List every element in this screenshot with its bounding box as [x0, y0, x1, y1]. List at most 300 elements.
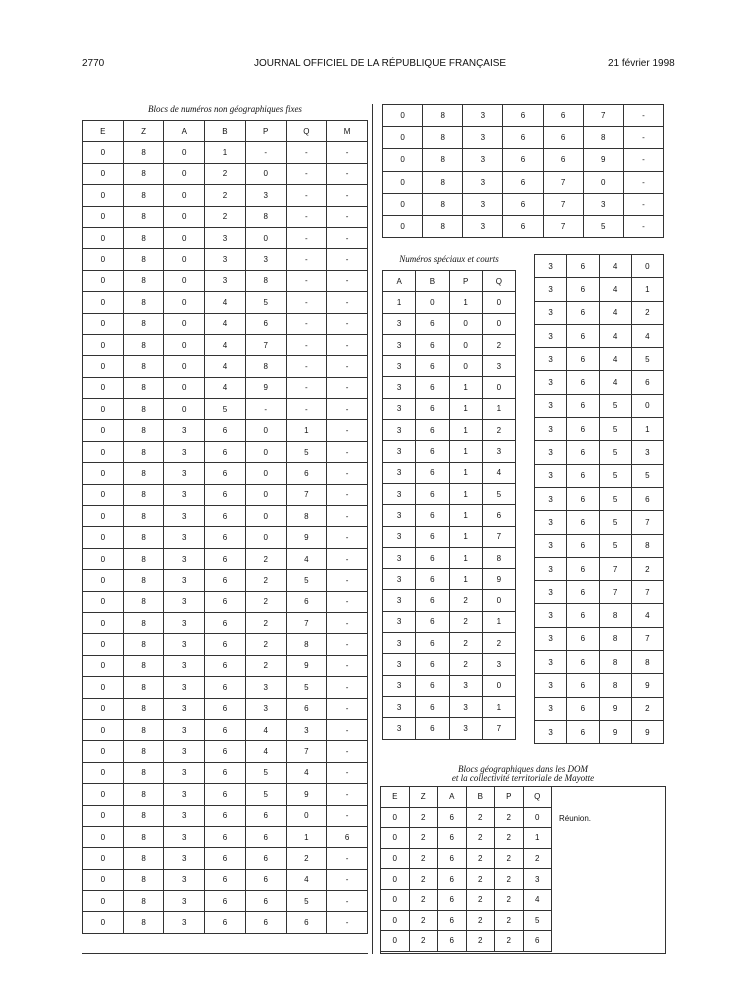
- table-cell: 6: [416, 611, 449, 632]
- table-cell: 2: [245, 655, 286, 676]
- table-cell: 3: [631, 441, 663, 464]
- table-cell: 4: [599, 371, 631, 394]
- table-row: [83, 206, 368, 227]
- table-cell: 1: [482, 611, 515, 632]
- table-cell: 8: [123, 869, 164, 890]
- table-row: [535, 324, 664, 347]
- table-cell: 6: [567, 557, 599, 580]
- table-cell: 6: [245, 869, 286, 890]
- table-cell: 3: [164, 612, 205, 633]
- table-cell: 3: [463, 215, 503, 237]
- table-cell: -: [327, 163, 368, 184]
- table-cell: 0: [164, 292, 205, 313]
- table-row: [381, 910, 552, 931]
- table-cell: 4: [205, 356, 246, 377]
- table-cell: 6: [567, 371, 599, 394]
- table-row: [83, 185, 368, 206]
- table-cell: -: [327, 185, 368, 206]
- table-cell: 8: [123, 163, 164, 184]
- column-header: A: [383, 271, 416, 292]
- table-row: [383, 334, 516, 355]
- table-cell: 1: [449, 505, 482, 526]
- table-cell: 3: [164, 655, 205, 676]
- table-cell: 8: [123, 463, 164, 484]
- table-cell: 3: [164, 826, 205, 847]
- table-cell: 8: [599, 674, 631, 697]
- table-cell: 7: [631, 581, 663, 604]
- table-cell: -: [327, 506, 368, 527]
- table-cell: 3: [383, 675, 416, 696]
- table-cell: 3: [164, 762, 205, 783]
- table-row: [383, 356, 516, 377]
- table-cell: 6: [416, 398, 449, 419]
- table-cell: 0: [83, 313, 124, 334]
- table-cell: 6: [503, 193, 543, 215]
- table-cell: 0: [245, 484, 286, 505]
- table-cell: -: [286, 377, 327, 398]
- table-cell: 8: [123, 677, 164, 698]
- table-cell: 6: [205, 506, 246, 527]
- table-cell: 6: [205, 463, 246, 484]
- table-cell: -: [327, 527, 368, 548]
- table-cell: 6: [205, 591, 246, 612]
- column-header: M: [327, 121, 368, 142]
- table-cell: 2: [286, 848, 327, 869]
- table-row: [83, 270, 368, 291]
- table-cell: 6: [567, 604, 599, 627]
- table-cell: 3: [463, 127, 503, 149]
- table-cell: 3: [164, 912, 205, 933]
- table-cell: 2: [466, 931, 495, 952]
- table-cell: -: [623, 127, 663, 149]
- table-cell: -: [623, 149, 663, 171]
- table-cell: 5: [599, 464, 631, 487]
- table-cell: 3: [383, 441, 416, 462]
- table-row: [83, 719, 368, 740]
- table-cell: 0: [245, 506, 286, 527]
- table-cell: 3: [383, 483, 416, 504]
- page-number: 2770: [82, 58, 105, 69]
- table-cell: 8: [123, 334, 164, 355]
- table-cell: 6: [567, 534, 599, 557]
- table-cell: 0: [83, 826, 124, 847]
- table-cell: 6: [567, 278, 599, 301]
- table-cell: 3: [449, 675, 482, 696]
- table-cell: -: [327, 399, 368, 420]
- table-cell: 4: [286, 869, 327, 890]
- table-row: [83, 399, 368, 420]
- table-row: [535, 418, 664, 441]
- dom-geographic-blocks-table: [380, 786, 552, 952]
- table-row: [535, 464, 664, 487]
- table-cell: 6: [567, 487, 599, 510]
- table-cell: -: [327, 805, 368, 826]
- table-cell: 4: [245, 719, 286, 740]
- table-cell: 3: [164, 741, 205, 762]
- table-row: [535, 301, 664, 324]
- table-cell: 8: [123, 655, 164, 676]
- table-cell: 8: [423, 215, 463, 237]
- table-cell: 0: [449, 313, 482, 334]
- table-row: [535, 394, 664, 417]
- table-cell: 6: [567, 394, 599, 417]
- table-cell: 3: [535, 674, 567, 697]
- table-row: [83, 634, 368, 655]
- table-cell: 6: [205, 912, 246, 933]
- table-cell: 5: [599, 441, 631, 464]
- table-cell: 5: [631, 348, 663, 371]
- table-row: [83, 655, 368, 676]
- table-cell: 3: [164, 484, 205, 505]
- table-cell: 3: [245, 249, 286, 270]
- table-cell: 1: [449, 483, 482, 504]
- table-cell: 0: [83, 805, 124, 826]
- table-cell: 6: [438, 848, 467, 869]
- table-cell: 3: [383, 547, 416, 568]
- column-header: B: [205, 121, 246, 142]
- table-cell: 3: [164, 570, 205, 591]
- table-cell: 6: [205, 441, 246, 462]
- table-cell: 6: [567, 581, 599, 604]
- table-cell: 0: [83, 527, 124, 548]
- table-cell: -: [286, 249, 327, 270]
- table-cell: 8: [123, 185, 164, 206]
- table-cell: 0: [583, 171, 623, 193]
- table-cell: 0: [83, 377, 124, 398]
- table-cell: 8: [123, 142, 164, 163]
- table-cell: 1: [449, 377, 482, 398]
- table-cell: 3: [164, 463, 205, 484]
- table-cell: 0: [383, 215, 423, 237]
- table-cell: 3: [535, 394, 567, 417]
- table-cell: 5: [599, 418, 631, 441]
- table-row: [381, 848, 552, 869]
- table-cell: 8: [599, 604, 631, 627]
- table-cell: 3: [164, 698, 205, 719]
- table-cell: 5: [245, 292, 286, 313]
- table-cell: 2: [205, 163, 246, 184]
- table-cell: 8: [123, 741, 164, 762]
- table-cell: 3: [383, 462, 416, 483]
- table-cell: 8: [245, 356, 286, 377]
- table-cell: 0: [164, 185, 205, 206]
- table-cell: 0: [245, 227, 286, 248]
- table-cell: -: [327, 206, 368, 227]
- table-cell: 6: [503, 149, 543, 171]
- table-row: [383, 611, 516, 632]
- table-cell: 4: [205, 292, 246, 313]
- table-cell: 8: [123, 356, 164, 377]
- table-cell: 6: [567, 511, 599, 534]
- table-cell: 6: [416, 633, 449, 654]
- table-cell: 1: [449, 292, 482, 313]
- table-cell: 2: [245, 591, 286, 612]
- table-cell: 0: [83, 227, 124, 248]
- table-cell: 3: [164, 420, 205, 441]
- table-cell: 6: [631, 371, 663, 394]
- table-cell: 0: [164, 313, 205, 334]
- table-cell: 8: [123, 206, 164, 227]
- table-cell: 0: [164, 142, 205, 163]
- column-header: Q: [482, 271, 515, 292]
- table-cell: 0: [381, 931, 410, 952]
- table-cell: 0: [83, 292, 124, 313]
- table-cell: 0: [164, 334, 205, 355]
- table-row: [383, 505, 516, 526]
- table-cell: 6: [631, 487, 663, 510]
- table-cell: 3: [245, 677, 286, 698]
- table-cell: 8: [123, 826, 164, 847]
- table-cell: 6: [503, 215, 543, 237]
- table-cell: 3: [482, 654, 515, 675]
- table-cell: 2: [409, 848, 438, 869]
- table-cell: 6: [205, 612, 246, 633]
- column-header: P: [245, 121, 286, 142]
- table-cell: 6: [503, 105, 543, 127]
- table-row: [83, 805, 368, 826]
- table-cell: 3: [482, 441, 515, 462]
- table-cell: 8: [123, 762, 164, 783]
- table-cell: 2: [466, 807, 495, 828]
- table-cell: 8: [123, 612, 164, 633]
- table-cell: 6: [416, 718, 449, 739]
- table-cell: 0: [381, 848, 410, 869]
- table-cell: 0: [83, 399, 124, 420]
- table-cell: 0: [383, 127, 423, 149]
- table-cell: 8: [583, 127, 623, 149]
- table-cell: 0: [482, 313, 515, 334]
- table-cell: 6: [286, 591, 327, 612]
- table-cell: 6: [416, 696, 449, 717]
- table-cell: 8: [631, 651, 663, 674]
- table-cell: 3: [164, 891, 205, 912]
- table-cell: 1: [449, 547, 482, 568]
- table-cell: 4: [523, 889, 552, 910]
- table-cell: 9: [631, 674, 663, 697]
- table-cell: 8: [123, 891, 164, 912]
- table-cell: 3: [164, 719, 205, 740]
- table-cell: 4: [482, 462, 515, 483]
- table-cell: 6: [286, 698, 327, 719]
- table-cell: -: [286, 185, 327, 206]
- table-cell: 0: [631, 255, 663, 278]
- table-cell: 0: [383, 171, 423, 193]
- table-cell: 9: [286, 527, 327, 548]
- table-cell: -: [327, 677, 368, 698]
- table-cell: 0: [164, 249, 205, 270]
- table-row: [535, 371, 664, 394]
- table-cell: 5: [286, 441, 327, 462]
- table-row: [383, 654, 516, 675]
- table-row: [535, 348, 664, 371]
- journal-title: JOURNAL OFFICIEL DE LA RÉPUBLIQUE FRANÇAISE: [254, 58, 507, 69]
- table-cell: 4: [599, 301, 631, 324]
- table-cell: 6: [567, 464, 599, 487]
- table-cell: 0: [482, 590, 515, 611]
- table-cell: 1: [482, 398, 515, 419]
- table-cell: 7: [583, 105, 623, 127]
- table-cell: 1: [205, 142, 246, 163]
- table-cell: 5: [286, 570, 327, 591]
- table-cell: 3: [245, 698, 286, 719]
- table-row: [83, 441, 368, 462]
- special-short-numbers-table-continued: [534, 254, 664, 744]
- table-cell: 2: [409, 869, 438, 890]
- table-cell: -: [327, 570, 368, 591]
- table-cell: 8: [482, 547, 515, 568]
- table-cell: 1: [286, 826, 327, 847]
- table-cell: 0: [245, 163, 286, 184]
- table-cell: 2: [205, 206, 246, 227]
- table-row: [383, 569, 516, 590]
- table-cell: 6: [205, 741, 246, 762]
- table-cell: 2: [245, 634, 286, 655]
- table-cell: 6: [205, 655, 246, 676]
- table-cell: 6: [205, 527, 246, 548]
- table-cell: 3: [535, 604, 567, 627]
- table-cell: 0: [83, 762, 124, 783]
- table-row: [383, 215, 664, 237]
- table-row: [383, 547, 516, 568]
- table-cell: 0: [383, 193, 423, 215]
- table-cell: 3: [535, 348, 567, 371]
- table-cell: 6: [245, 912, 286, 933]
- table-cell: 3: [463, 149, 503, 171]
- table-cell: 3: [164, 848, 205, 869]
- table-cell: 4: [245, 741, 286, 762]
- table-cell: 5: [583, 215, 623, 237]
- table-cell: 0: [83, 441, 124, 462]
- table-cell: 0: [83, 698, 124, 719]
- table-row: [83, 698, 368, 719]
- table-cell: 6: [205, 677, 246, 698]
- table-cell: 6: [327, 826, 368, 847]
- table-cell: 6: [567, 674, 599, 697]
- table-cell: 0: [83, 206, 124, 227]
- table-cell: -: [286, 356, 327, 377]
- table-cell: 7: [286, 612, 327, 633]
- table-cell: 3: [164, 527, 205, 548]
- table-cell: 0: [381, 889, 410, 910]
- table-cell: 1: [449, 526, 482, 547]
- table-row: [381, 869, 552, 890]
- table-cell: -: [327, 698, 368, 719]
- table-row: [83, 334, 368, 355]
- table-cell: -: [327, 142, 368, 163]
- table-cell: 6: [205, 848, 246, 869]
- table-cell: 8: [123, 548, 164, 569]
- table-row: [83, 313, 368, 334]
- table-cell: -: [245, 142, 286, 163]
- table-cell: 6: [438, 828, 467, 849]
- table-cell: 0: [164, 399, 205, 420]
- table-row: [381, 889, 552, 910]
- table-cell: 0: [83, 334, 124, 355]
- table-cell: 8: [123, 591, 164, 612]
- table-cell: 3: [535, 720, 567, 743]
- issue-date: 21 février 1998: [608, 58, 675, 69]
- table-cell: 6: [567, 651, 599, 674]
- table-cell: -: [327, 548, 368, 569]
- table-cell: -: [286, 313, 327, 334]
- table-cell: -: [327, 591, 368, 612]
- bottom-rule: [82, 953, 368, 954]
- table-row: [535, 557, 664, 580]
- table-cell: 2: [409, 828, 438, 849]
- table-cell: 3: [535, 627, 567, 650]
- table-cell: 8: [123, 484, 164, 505]
- table-cell: 9: [583, 149, 623, 171]
- table-cell: 2: [466, 828, 495, 849]
- table-cell: 4: [599, 324, 631, 347]
- table-row: [383, 718, 516, 739]
- table-cell: 6: [416, 356, 449, 377]
- table-cell: 3: [383, 356, 416, 377]
- table-cell: 0: [245, 420, 286, 441]
- table-cell: 8: [423, 193, 463, 215]
- table-cell: 3: [535, 255, 567, 278]
- table-cell: 3: [164, 634, 205, 655]
- table-row: [535, 674, 664, 697]
- table-cell: 3: [535, 697, 567, 720]
- table-cell: 3: [164, 548, 205, 569]
- table-row: [83, 784, 368, 805]
- table-cell: 8: [123, 698, 164, 719]
- table-cell: 4: [286, 762, 327, 783]
- table-cell: -: [327, 848, 368, 869]
- table-cell: 2: [482, 334, 515, 355]
- table-row: [535, 581, 664, 604]
- table-row: [83, 249, 368, 270]
- table-row: [535, 697, 664, 720]
- table-cell: 0: [83, 741, 124, 762]
- table-cell: 2: [523, 848, 552, 869]
- table-cell: 0: [416, 292, 449, 313]
- table-cell: -: [327, 377, 368, 398]
- table-row: [83, 891, 368, 912]
- table-cell: 7: [286, 741, 327, 762]
- table-cell: 6: [416, 420, 449, 441]
- table-cell: 8: [123, 527, 164, 548]
- table-cell: 3: [535, 534, 567, 557]
- table-row: [83, 142, 368, 163]
- table-cell: 9: [631, 720, 663, 743]
- table-cell: 5: [245, 784, 286, 805]
- table-cell: 1: [286, 420, 327, 441]
- column-header: Z: [409, 787, 438, 808]
- table-cell: 3: [383, 569, 416, 590]
- table-cell: 8: [123, 270, 164, 291]
- table-cell: -: [623, 193, 663, 215]
- table-cell: 2: [466, 848, 495, 869]
- table-row: [383, 675, 516, 696]
- table-cell: 8: [123, 912, 164, 933]
- table-cell: 5: [599, 394, 631, 417]
- table-cell: 1: [631, 278, 663, 301]
- table-row: [83, 163, 368, 184]
- table-cell: 0: [381, 828, 410, 849]
- table-cell: 8: [245, 270, 286, 291]
- table-row: [383, 292, 516, 313]
- table-cell: 2: [466, 910, 495, 931]
- table-cell: 8: [123, 805, 164, 826]
- table-cell: -: [245, 399, 286, 420]
- table-cell: 6: [205, 420, 246, 441]
- special-short-numbers-table: [382, 270, 516, 740]
- table-cell: 8: [123, 719, 164, 740]
- table-cell: 3: [164, 805, 205, 826]
- table-cell: 8: [286, 506, 327, 527]
